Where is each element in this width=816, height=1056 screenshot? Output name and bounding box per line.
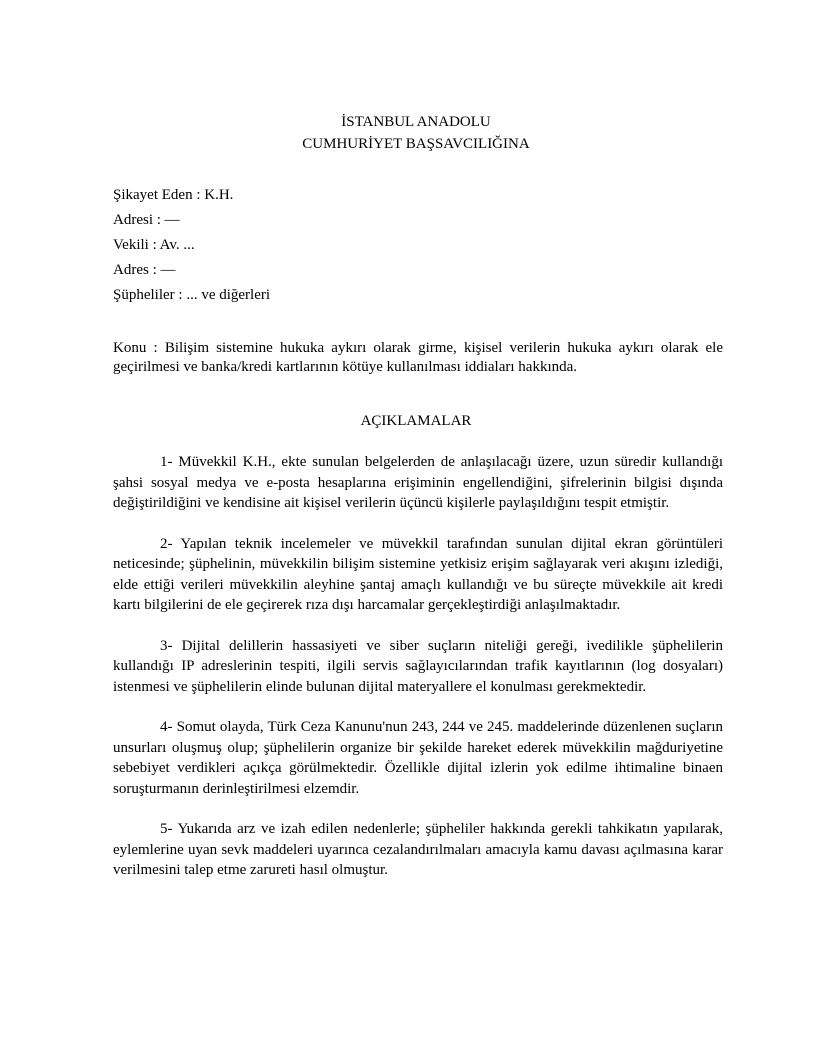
attorney-address-line: Adres : —: [113, 262, 176, 278]
addressee-block: [0, 111, 816, 155]
explanation-paragraph-1: 1- Müvekkil K.H., ekte sunulan belgelerden de anlaşılacağı üzere, uzun süredir kullandığı şahsi sosyal medya ve e-posta hesaplarına erişiminin engellendiğini, şifrelerinin bilgisi dışında değiştirildiğini ve kendisine ait kişisel verilerin üçüncü kişilerle paylaşıldığını tespit etmiştir.: [113, 454, 723, 511]
explanation-paragraph-4: 4- Somut olayda, Türk Ceza Kanunu'nun 243, 244 ve 245. maddelerinde düzenlenen suçların unsurları oluşmuş olup; şüphelilerin organize bir şekilde hareket ederek müvekkilin mağduriyetine sebebiyet verdikleri açıkça görülmektedir. Özellikle dijital izlerin yok edilme ihtimaline binaen soruşturmanın derinleştirilmesi elzemdir.: [113, 719, 723, 797]
addressee-line-1: İSTANBUL ANADOLU: [341, 114, 491, 130]
complainant-address-line: Adresi : —: [113, 212, 180, 228]
suspects-line: Şüpheliler : ... ve diğerleri: [113, 287, 271, 303]
addressee-line-2: CUMHURİYET BAŞSAVCILIĞINA: [302, 136, 530, 152]
attorney-line: Vekili : Av. ...: [113, 237, 195, 253]
complainant-line: Şikayet Eden : K.H.: [113, 187, 234, 203]
explanation-paragraph-2: 2- Yapılan teknik incelemeler ve müvekkil tarafından sunulan dijital ekran görüntüleri neticesinde; şüphelinin, müvekkilin bilişim sistemine yetkisiz erişim sağlayarak veri akışını izlediği, elde ettiği verileri müvekkilin aleyhine şantaj amaçlı kullandığı ve bu süreçte müvekkile ait kredi kartı bilgilerini de ele geçirerek rıza dışı harcamalar gerçekleştirdiği anlaşılmaktadır.: [113, 535, 723, 613]
explanation-paragraph-3: 3- Dijital delillerin hassasiyeti ve siber suçların niteliği gereği, ivedilikle şüphelilerin kullandığı IP adreslerinin tespiti, ilgili servis sağlayıcılarından trafik kayıtlarının (log dosyaları) istenmesi ve şüphelilerin elinde bulunan dijital materyallere el konulması gerekmektedir.: [113, 637, 723, 695]
explanations-body: [113, 452, 723, 901]
parties-block: [113, 183, 723, 308]
section-title: AÇIKLAMALAR: [360, 413, 472, 429]
explanation-paragraph-5: 5- Yukarıda arz ve izah edilen nedenlerle; şüpheliler hakkında gerekli tahkikatın yapılarak, eylemlerine uyan sevk maddeleri uyarınca cezalandırılmaları amacıyla kamu davası açılmasına karar verilmesini talep etme zarureti hasıl olmuştur.: [113, 821, 723, 878]
subject-paragraph: Konu : Bilişim sistemine hukuka aykırı olarak girme, kişisel verilerin hukuka aykırı olarak ele geçirilmesi ve banka/kredi kartlarının kötüye kullanılması iddiaları hakkında.: [113, 340, 723, 375]
